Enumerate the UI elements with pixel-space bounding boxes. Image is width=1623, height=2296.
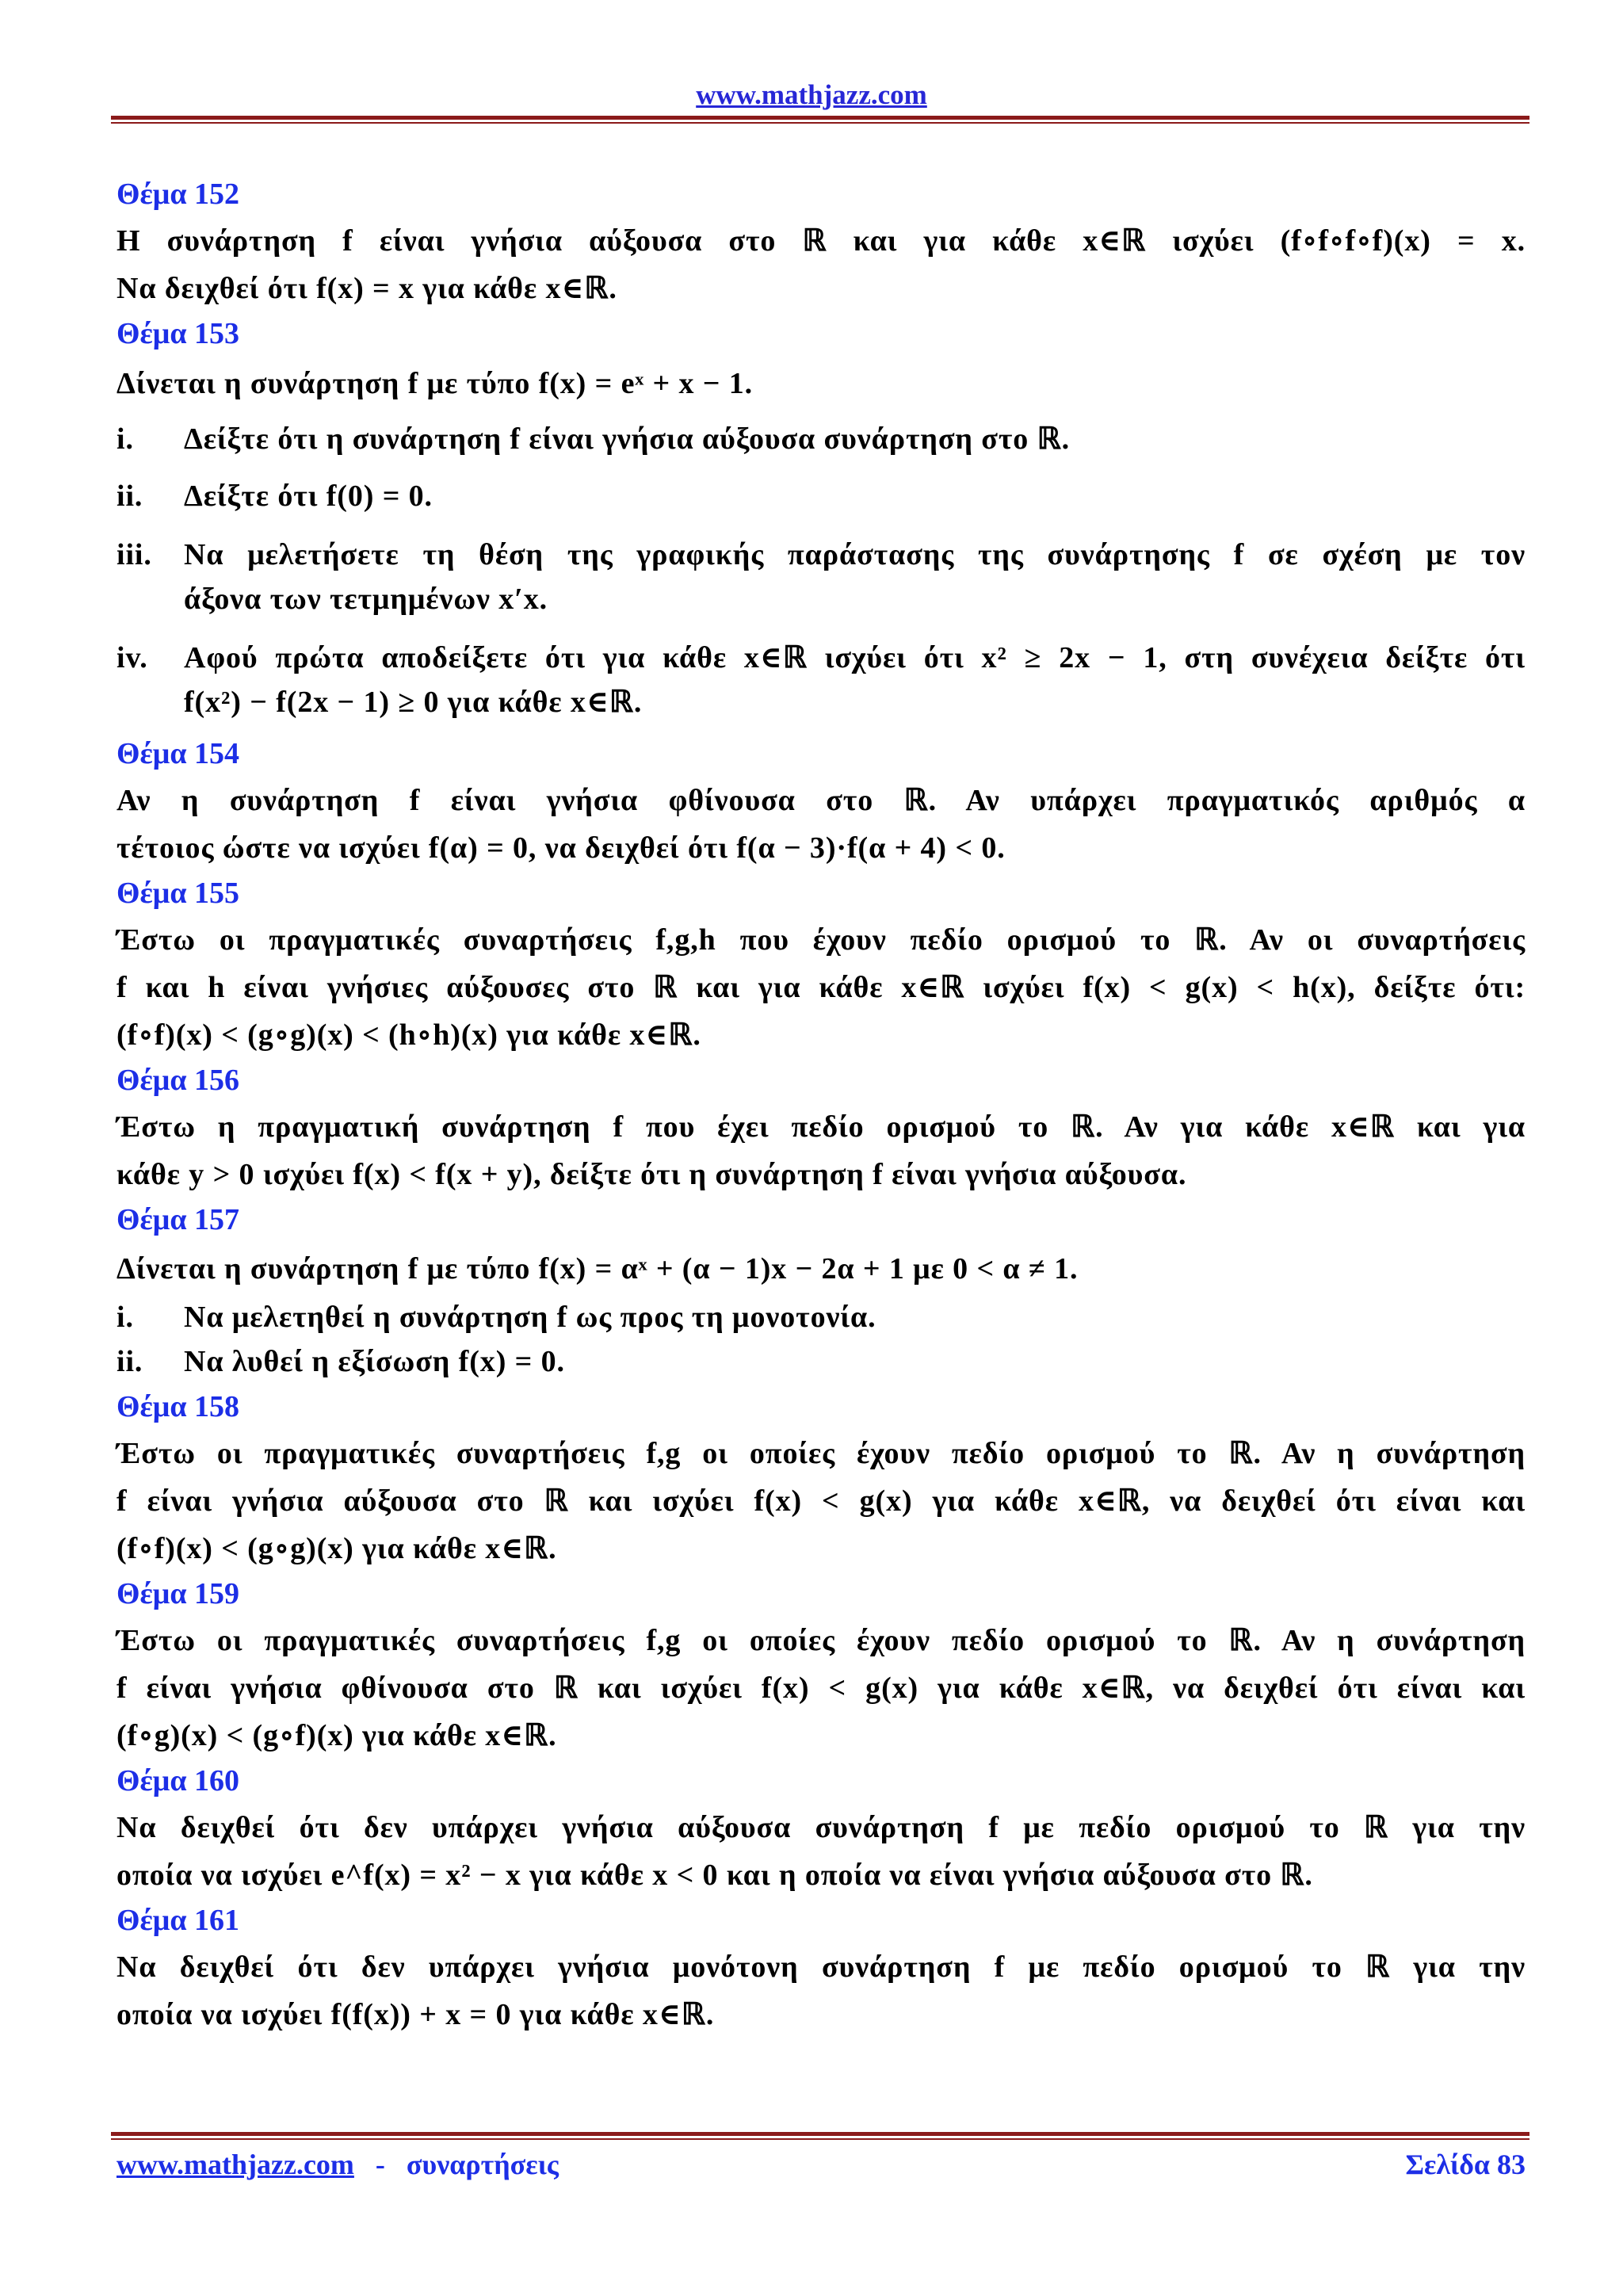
header-rule-thick: [111, 116, 1529, 120]
topic-153: [116, 315, 1526, 724]
page-footer: [116, 2148, 1526, 2181]
text-line: (f∘g)(x) < (g∘f)(x) για κάθε x∈ℝ.: [116, 1719, 557, 1752]
topic-title: Θέμα 158: [116, 1390, 240, 1423]
topic-title: Θέμα 153: [116, 317, 240, 350]
text-line: Έστω οι πραγματικές συναρτήσεις f,g,h που έχουν πεδίο ορισμού το ℝ. Αν οι συναρτήσεις: [116, 923, 1526, 957]
text-line: Έστω η πραγματική συνάρτηση f που έχει πεδίο ορισμού το ℝ. Αν για κάθε x∈ℝ και για: [116, 1110, 1526, 1144]
item-number: i.: [116, 422, 134, 456]
text-line: Να μελετηθεί η συνάρτηση f ως προς τη μονοτονία.: [184, 1301, 876, 1334]
topic-title: Θέμα 159: [116, 1577, 240, 1610]
list-item: [116, 468, 1526, 525]
text-line: Η συνάρτηση f είναι γνήσια αύξουσα στο ℝ και για κάθε x∈ℝ ισχύει (f∘f∘f∘f)(x) = x.: [116, 224, 1526, 258]
text-line: (f∘f)(x) < (g∘g)(x) για κάθε x∈ℝ.: [116, 1532, 557, 1565]
text-line: Δείξτε ότι η συνάρτηση f είναι γνήσια αύξουσα συνάρτηση στο ℝ.: [184, 422, 1070, 456]
topic-body: [116, 1617, 1526, 1759]
item-number: iii.: [116, 538, 152, 571]
text-line: Αφού πρώτα αποδείξετε ότι για κάθε x∈ℝ ισχύει ότι x² ≥ 2x − 1, στη συνέχεια δείξτε ότι: [184, 641, 1526, 674]
topic-intro: [116, 1243, 1526, 1295]
topic-title: Θέμα 154: [116, 737, 240, 770]
footer-rule-thin: [111, 2138, 1529, 2140]
topic-body: [116, 1804, 1526, 1899]
text-line: f είναι γνήσια φθίνουσα στο ℝ και ισχύει f(x) < g(x) για κάθε x∈ℝ, να δειχθεί ότι είναι και: [116, 1671, 1526, 1705]
text-line: f είναι γνήσια αύξουσα στο ℝ και ισχύει f(x) < g(x) για κάθε x∈ℝ, να δειχθεί ότι είναι και: [116, 1484, 1526, 1518]
item-number: ii.: [116, 1345, 143, 1378]
topic-body: [116, 777, 1526, 872]
text-line: Να δειχθεί ότι δεν υπάρχει γνήσια μονότονη συνάρτηση f με πεδίο ορισμού το ℝ για την: [116, 1950, 1526, 1984]
topic-body: [116, 217, 1526, 312]
list-item: [116, 533, 1526, 621]
text-line: Δίνεται η συνάρτηση f με τύπο f(x) = αˣ + (α − 1)x − 2α + 1 με 0 < α ≠ 1.: [116, 1252, 1079, 1286]
topic-title: Θέμα 152: [116, 178, 240, 211]
topic-title: Θέμα 160: [116, 1764, 240, 1797]
text-line: f(x²) − f(2x − 1) ≥ 0 για κάθε x∈ℝ.: [184, 686, 643, 719]
topic-155: [116, 875, 1526, 1059]
topic-body: [116, 1943, 1526, 2038]
header-rule-thin: [111, 122, 1529, 124]
topic-156: [116, 1062, 1526, 1198]
text-line: άξονα των τετμημένων x′x.: [184, 583, 548, 616]
text-line: Να δειχθεί ότι f(x) = x για κάθε x∈ℝ.: [116, 272, 617, 305]
topic-161: [116, 1902, 1526, 2038]
list-item: [116, 636, 1526, 724]
text-line: Να λυθεί η εξίσωση f(x) = 0.: [184, 1345, 565, 1378]
topic-title: Θέμα 156: [116, 1064, 240, 1097]
text-line: (f∘f)(x) < (g∘g)(x) < (h∘h)(x) για κάθε x∈ℝ.: [116, 1018, 701, 1052]
page-content: [116, 176, 1526, 2038]
item-number: iv.: [116, 641, 148, 674]
topic-title: Θέμα 155: [116, 877, 240, 910]
text-line: Έστω οι πραγματικές συναρτήσεις f,g οι οποίες έχουν πεδίο ορισμού το ℝ. Αν η συνάρτηση: [116, 1437, 1526, 1470]
text-line: Έστω οι πραγματικές συναρτήσεις f,g οι οποίες έχουν πεδίο ορισμού το ℝ. Αν η συνάρτηση: [116, 1624, 1526, 1657]
text-line: κάθε y > 0 ισχύει f(x) < f(x + y), δείξτε ότι η συνάρτηση f είναι γνήσια αύξουσα.: [116, 1158, 1187, 1191]
page-number: Σελίδα 83: [1405, 2149, 1526, 2180]
header-website-link[interactable]: www.mathjazz.com: [696, 79, 927, 110]
text-line: Να μελετήσετε τη θέση της γραφικής παράστασης της συνάρτησης f σε σχέση με τον: [184, 538, 1526, 571]
item-number: i.: [116, 1301, 134, 1334]
topic-154: [116, 735, 1526, 872]
text-line: Δείξτε ότι f(0) = 0.: [184, 479, 433, 513]
text-line: τέτοιος ώστε να ισχύει f(α) = 0, να δειχθεί ότι f(α − 3)·f(α + 4) < 0.: [116, 831, 1006, 865]
text-line: Δίνεται η συνάρτηση f με τύπο f(x) = eˣ + x − 1.: [116, 367, 754, 400]
item-number: ii.: [116, 479, 143, 513]
footer-separator: -: [375, 2149, 385, 2180]
topic-159: [116, 1576, 1526, 1759]
text-line: οποία να ισχύει f(f(x)) + x = 0 για κάθε x∈ℝ.: [116, 1998, 715, 2031]
topic-158: [116, 1389, 1526, 1572]
footer-section: συναρτήσεις: [406, 2149, 559, 2180]
topic-body: [116, 1103, 1526, 1198]
text-line: οποία να ισχύει e^f(x) = x² − x για κάθε x < 0 και η οποία να είναι γνήσια αύξουσα στο ℝ.: [116, 1859, 1313, 1892]
topic-157: [116, 1201, 1526, 1384]
topic-title: Θέμα 161: [116, 1904, 240, 1937]
list-item: [116, 1295, 1526, 1339]
text-line: Αν η συνάρτηση f είναι γνήσια φθίνουσα στο ℝ. Αν υπάρχει πραγματικός αριθμός α: [116, 784, 1526, 817]
topic-title: Θέμα 157: [116, 1203, 240, 1236]
topic-152: [116, 176, 1526, 312]
topic-intro: [116, 357, 1526, 411]
list-item: [116, 411, 1526, 468]
text-line: f και h είναι γνήσιες αύξουσες στο ℝ και για κάθε x∈ℝ ισχύει f(x) < g(x) < h(x), δείξτε ότι:: [116, 971, 1526, 1004]
topic-body: [116, 916, 1526, 1059]
footer-rule-thick: [111, 2132, 1529, 2136]
topic-body: [116, 1430, 1526, 1572]
text-line: Να δειχθεί ότι δεν υπάρχει γνήσια αύξουσα συνάρτηση f με πεδίο ορισμού το ℝ για την: [116, 1811, 1526, 1844]
topic-160: [116, 1763, 1526, 1899]
footer-website-link[interactable]: www.mathjazz.com: [116, 2149, 354, 2180]
list-item: [116, 1339, 1526, 1384]
